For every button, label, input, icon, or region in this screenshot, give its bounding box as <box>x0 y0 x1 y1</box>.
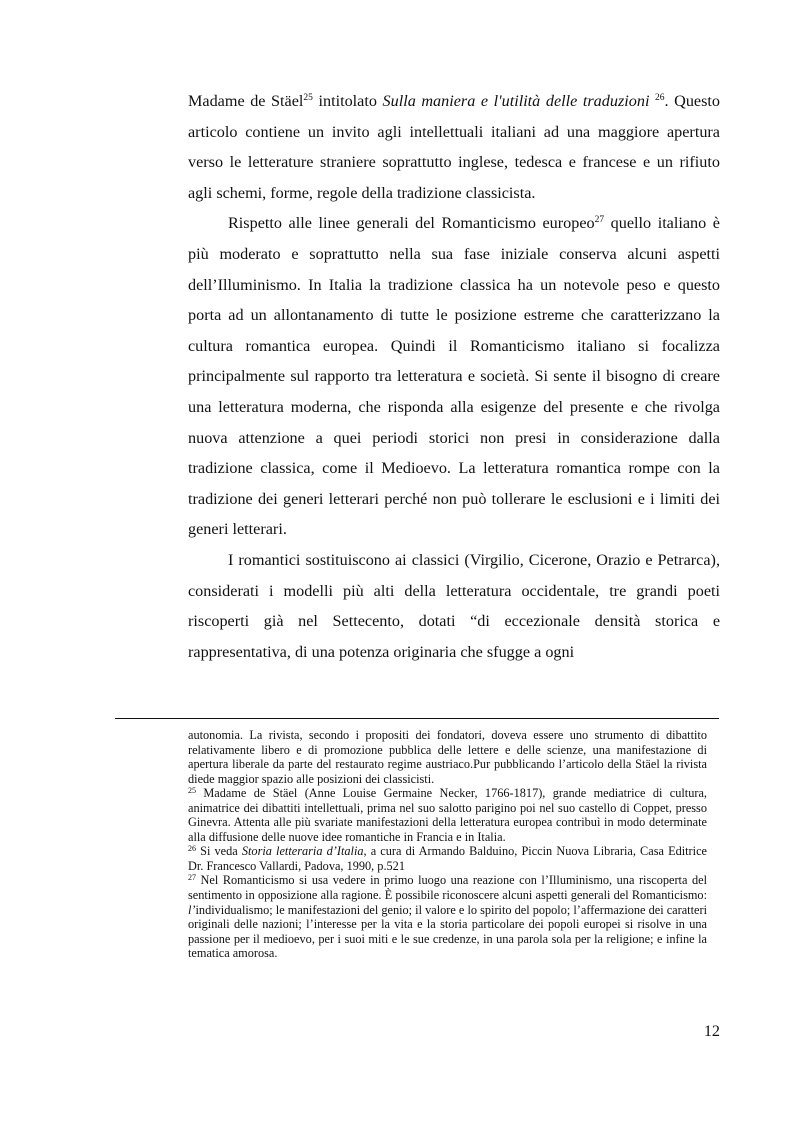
footnote-text: Si veda <box>196 844 242 859</box>
footnotes <box>188 728 707 961</box>
footnote-27 <box>188 873 707 960</box>
cited-title: Storia letteraria d’Italia <box>241 844 364 859</box>
text-segment: . Questo articolo contiene un invito agli intellettuali italiani ad una maggiore apertura verso le letterature straniere soprattutto inglese, tedesca e francese e un rifiuto agli schemi, forme, regole della tradizione classicista. <box>188 92 720 202</box>
text-segment: Madame de Stäel <box>188 92 304 110</box>
paragraph-1 <box>188 86 720 208</box>
main-text <box>188 86 720 667</box>
footnote-26 <box>188 844 707 873</box>
cited-title: Sulla maniera e l'utilità delle traduzioni <box>382 92 650 110</box>
footnote-text: Madame de Stäel (Anne Louise Germaine Necker, 1766-1817), grande mediatrice di cultura, animatrice dei dibattiti intellettuali, prima nel suo salotto parigino poi nel suo castello di Coppet, presso Ginevra. Attenta alle più svariate manifestazioni della letteratura europea contribuì in modo determinate alla diffusione delle nuove idee romantiche in Francia e in Italia. <box>188 786 707 844</box>
footnote-continuation: autonomia. La rivista, secondo i propositi dei fondatori, doveva essere uno strumento di dibattito relativamente libero e di promozione pubblica delle lettere e delle scienze, una manifestazione di apertura liberale da parte del restaurato regime austriaco.Pur pubblicando l’articolo della Stäel la rivista diede maggior spazio alle posizioni dei classicisti. <box>188 728 707 786</box>
footnote-text: individualismo; le manifestazioni del genio; il valore e lo spirito del popolo; l’affermazione dei caratteri originali delle nazioni; l’interesse per la vita e la storia particolare dei popoli europei si risolve in una passione per il medioevo, per i suoi miti e le sue credenze, in una parola sola per la religione; e infine la tematica amorosa. <box>188 902 707 961</box>
footnote-25 <box>188 786 707 844</box>
footnote-number: 25 <box>188 786 196 796</box>
text-segment: Rispetto alle linee generali del Romanticismo europeo <box>228 214 595 233</box>
footnote-text: Nel Romanticismo si usa vedere in primo luogo una reazione con l’Illuminismo, una riscoperta del sentimento in opposizione alla ragione. È possibile riconoscere alcuni aspetti generali del Romanticismo: <box>188 873 707 903</box>
footnote-ref-27[interactable]: 27 <box>594 215 605 226</box>
text-segment: intitolato <box>312 92 383 110</box>
text-segment: quello italiano è più moderato e soprattutto nella sua fase iniziale conserva alcuni aspetti dell’Illuminismo. In Italia la tradizione classica ha un notevole peso e questo porta ad un allontanamento di tutte le posizione estreme che caratterizzano la cultura romantica europea. Quindi il Romanticismo italiano si focalizza principalmente sul rapporto tra letteratura e società. Si sente il bisogno di creare una letteratura moderna, che risponda alla esigenze del presente e che rivolga nuova attenzione a quei periodi storici non presi in considerazione dalla tradizione classica, come il Medioevo. La letteratura romantica rompe con la tradizione dei generi letterari perché non può tollerare le esclusioni e i limiti dei generi letterari. <box>188 214 720 539</box>
page-number: 12 <box>703 1022 720 1040</box>
footnote-separator <box>115 718 719 719</box>
footnote-number: 27 <box>188 873 196 883</box>
footnote-text: , a cura di Armando Balduino, Piccin Nuova Libraria, Casa Editrice Dr. Francesco Vallardi, Padova, 1990, p.521 <box>188 844 707 873</box>
emphasis: l’ <box>188 902 196 917</box>
footnote-ref-25[interactable]: 25 <box>303 93 313 103</box>
paragraph-3: I romantici sostituiscono ai classici (Virgilio, Cicerone, Orazio e Petrarca), considerati i modelli più alti della letteratura occidentale, tre grandi poeti riscoperti già nel Settecento, dotati “di eccezionale densità storica e rappresentativa, di una potenza originaria che sfugge a ogni <box>188 550 720 661</box>
footnote-number: 26 <box>188 844 196 854</box>
footnote-ref-26[interactable]: 26 <box>655 93 665 103</box>
paragraph-2 <box>188 208 720 545</box>
